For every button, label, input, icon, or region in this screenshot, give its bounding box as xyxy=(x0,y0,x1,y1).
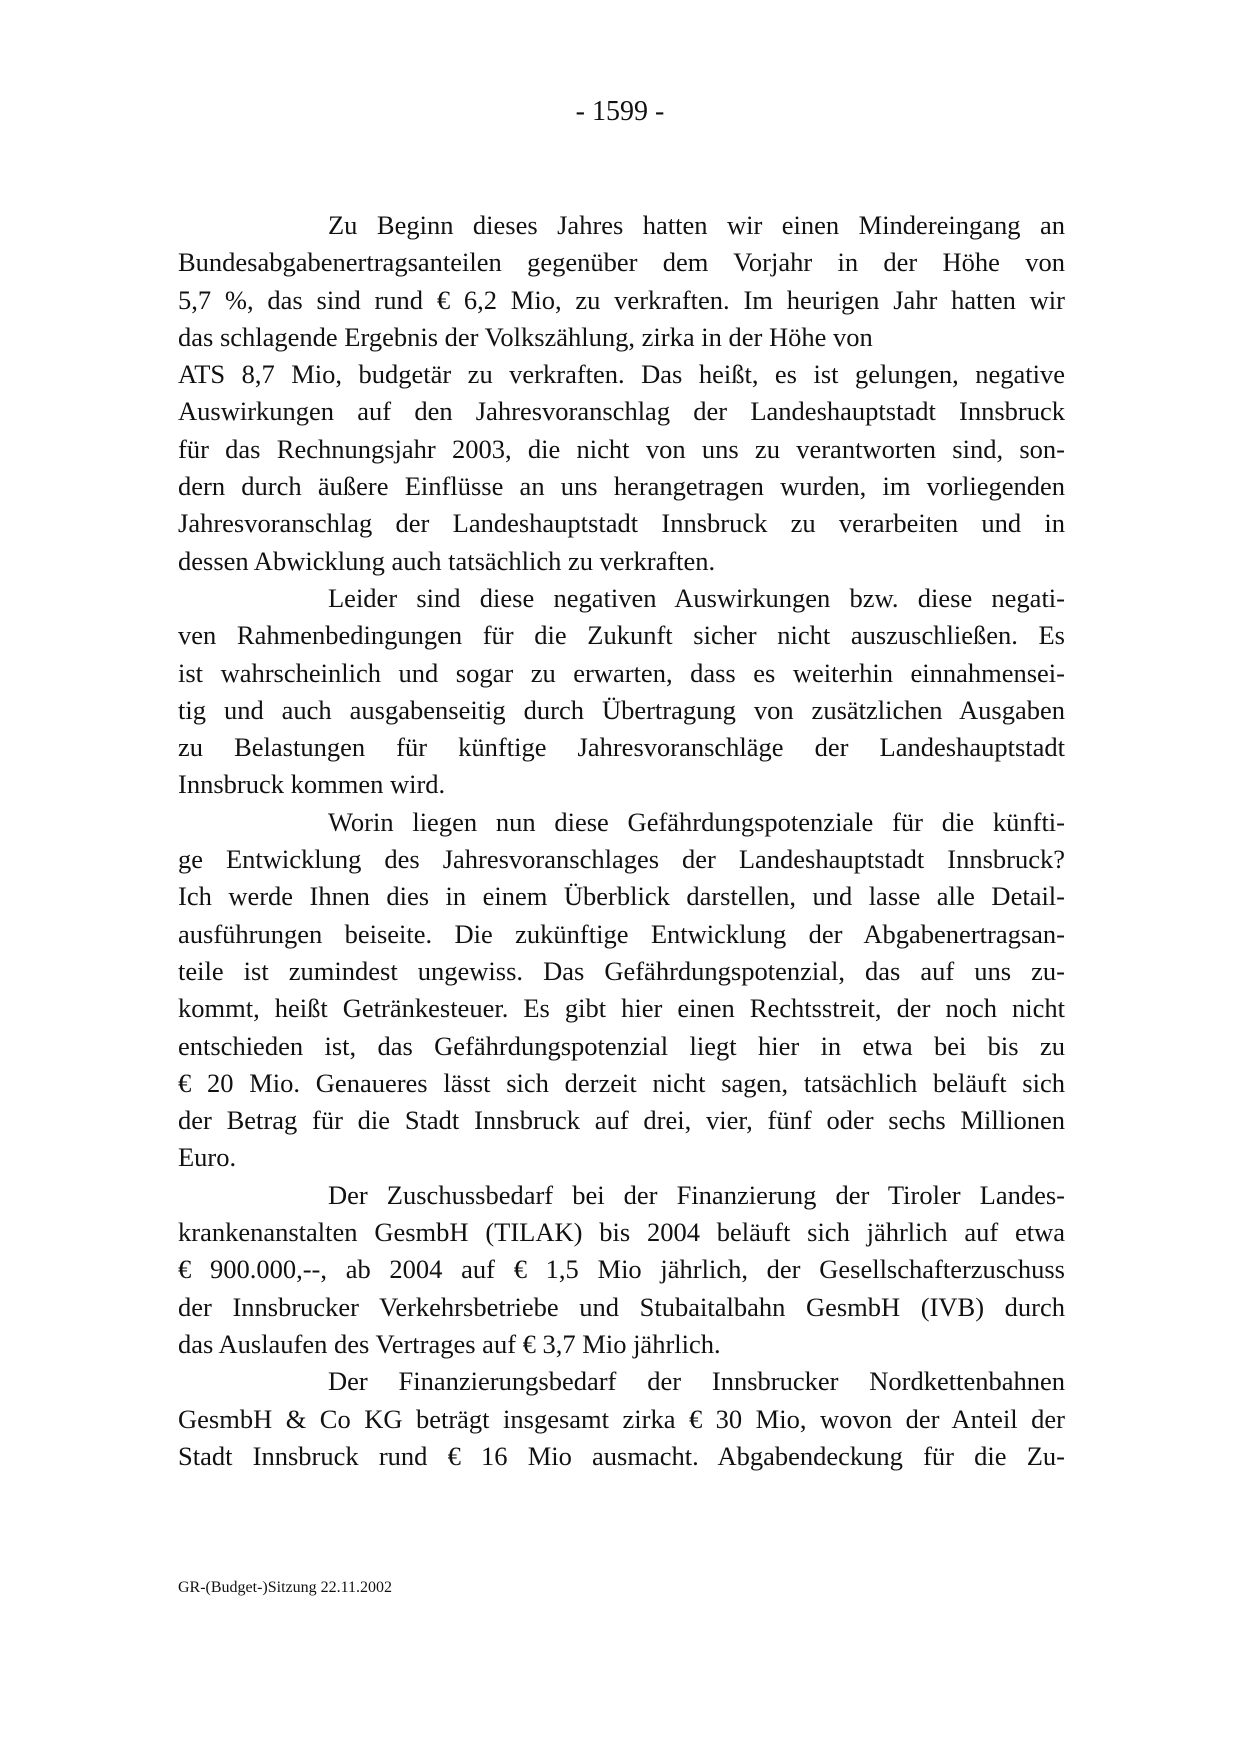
text-line: € 900.000,--, ab 2004 auf € 1,5 Mio jährlich, der Gesellschafterzuschuss xyxy=(178,1254,1065,1285)
page-number: - 1599 - xyxy=(575,96,665,127)
text-line: kommt, heißt Getränkesteuer. Es gibt hier einen Rechtsstreit, der noch nicht xyxy=(178,993,1065,1024)
text-line: ge Entwicklung des Jahresvoranschlages der Landeshauptstadt Innsbruck? xyxy=(178,844,1065,875)
text-line: Der Zuschussbedarf bei der Finanzierung der Tiroler Landes- xyxy=(328,1179,1065,1210)
paragraph xyxy=(178,580,1065,804)
text-line: € 20 Mio. Genaueres lässt sich derzeit nicht sagen, tatsächlich beläuft sich xyxy=(178,1067,1065,1098)
text-line: ven Rahmenbedingungen für die Zukunft sicher nicht auszuschließen. Es xyxy=(178,620,1065,651)
text-line: GesmbH & Co KG beträgt insgesamt zirka € 30 Mio, wovon der Anteil der xyxy=(178,1403,1065,1434)
page-footer: GR-(Budget-)Sitzung 22.11.2002 xyxy=(178,1579,393,1596)
text-line: Euro. xyxy=(178,1142,237,1173)
text-line: Innsbruck kommen wird. xyxy=(178,769,446,800)
text-line: Leider sind diese negativen Auswirkungen bzw. diese negati- xyxy=(328,582,1065,613)
text-line: der Innsbrucker Verkehrsbetriebe und Stubaitalbahn GesmbH (IVB) durch xyxy=(178,1291,1065,1322)
paragraph xyxy=(178,804,1065,1177)
text-line: dern durch äußere Einflüsse an uns herangetragen wurden, im vorliegenden xyxy=(178,471,1065,502)
paragraph xyxy=(178,207,1065,580)
text-line: tig und auch ausgabenseitig durch Übertragung von zusätzlichen Ausgaben xyxy=(178,694,1065,725)
text-line: ist wahrscheinlich und sogar zu erwarten, dass es weiterhin einnahmensei- xyxy=(178,657,1065,688)
text-line: der Betrag für die Stadt Innsbruck auf drei, vier, fünf oder sechs Millionen xyxy=(178,1105,1065,1136)
paragraph xyxy=(178,1177,1065,1363)
text-line: zu Belastungen für künftige Jahresvoranschläge der Landeshauptstadt xyxy=(178,732,1065,763)
text-line: Worin liegen nun diese Gefährdungspotenziale für die künfti- xyxy=(328,806,1065,837)
text-line: Auswirkungen auf den Jahresvoranschlag der Landeshauptstadt Innsbruck xyxy=(178,396,1065,427)
paragraph xyxy=(178,1363,1065,1475)
text-line: 5,7 %, das sind rund € 6,2 Mio, zu verkraften. Im heurigen Jahr hatten wir xyxy=(178,284,1065,315)
text-line: Ich werde Ihnen dies in einem Überblick darstellen, und lasse alle Detail- xyxy=(178,881,1065,912)
text-line: dessen Abwicklung auch tatsächlich zu verkraften. xyxy=(178,545,716,576)
text-line: für das Rechnungsjahr 2003, die nicht von uns zu verantworten sind, son- xyxy=(178,433,1065,464)
text-line: ausführungen beiseite. Die zukünftige Entwicklung der Abgabenertragsan- xyxy=(178,918,1065,949)
text-line: das Auslaufen des Vertrages auf € 3,7 Mio jährlich. xyxy=(178,1328,721,1359)
text-line: Bundesabgabenertragsanteilen gegenüber dem Vorjahr in der Höhe von xyxy=(178,247,1065,278)
text-line: teile ist zumindest ungewiss. Das Gefährdungspotenzial, das auf uns zu- xyxy=(178,955,1065,986)
text-line: entschieden ist, das Gefährdungspotenzial liegt hier in etwa bei bis zu xyxy=(178,1030,1065,1061)
text-line: Zu Beginn dieses Jahres hatten wir einen Mindereingang an xyxy=(328,210,1065,240)
text-line: krankenanstalten GesmbH (TILAK) bis 2004 beläuft sich jährlich auf etwa xyxy=(178,1217,1065,1248)
text-line: das schlagende Ergebnis der Volkszählung, zirka in der Höhe von xyxy=(178,321,873,352)
text-line: Stadt Innsbruck rund € 16 Mio ausmacht. Abgabendeckung für die Zu- xyxy=(178,1440,1065,1471)
text-line: ATS 8,7 Mio, budgetär zu verkraften. Das heißt, es ist gelungen, negative xyxy=(178,359,1065,390)
body-text xyxy=(178,207,1065,1475)
text-line: Der Finanzierungsbedarf der Innsbrucker Nordkettenbahnen xyxy=(328,1366,1065,1397)
text-line: Jahresvoranschlag der Landeshauptstadt Innsbruck zu verarbeiten und in xyxy=(178,508,1065,539)
